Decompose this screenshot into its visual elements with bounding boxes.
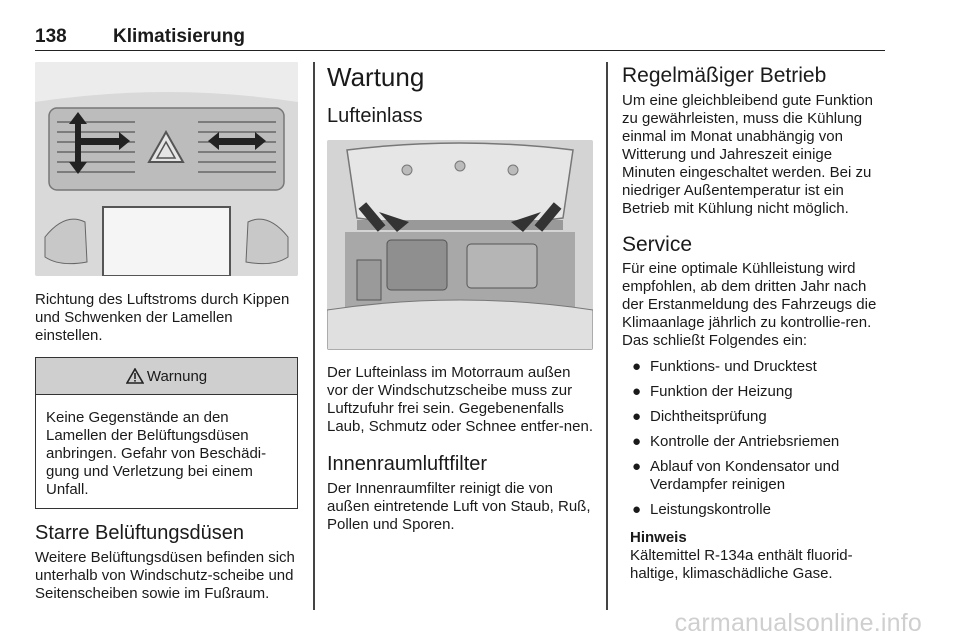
air-vents-illustration xyxy=(35,62,298,276)
list-item: ● Funktions- und Drucktest xyxy=(632,358,817,375)
column-2 xyxy=(327,62,593,534)
heading-service: Service xyxy=(622,233,693,256)
list-item: ● Dichtheitsprüfung xyxy=(632,408,767,425)
filter-text: Der Innenraumfilter reinigt die von außen eintretende Luft von Staub, Ruß, Pollen und Sporen. xyxy=(327,480,591,533)
chapter-title: Klimatisierung xyxy=(113,26,245,47)
watermark-text: carmanualsonline.info xyxy=(674,609,922,637)
betrieb-text: Um eine gleichbleibend gute Funktion zu gewährleisten, muss die Kühlung einmal im Monat unabhängig von Witterung und Jahreszeit einige Minuten eingeschaltet werden. Bei zu niedriger Außentemperatur ist ein Betrieb mit Kühlung nicht möglich. xyxy=(622,92,873,217)
heading-innenraumluftfilter: Innenraumluftfilter xyxy=(327,453,488,475)
warning-header xyxy=(36,358,297,395)
note-box xyxy=(622,529,887,583)
section-text-starre: Weitere Belüftungsdüsen befinden sich unterhalb von Windschutz-scheibe und Seitenscheiben sowie im Fußraum. xyxy=(35,549,295,602)
bullet-icon: ● xyxy=(632,501,642,518)
list-item: ● Funktion der Heizung xyxy=(632,383,793,400)
column-1 xyxy=(35,62,298,603)
note-text: Kältemittel R-134a enthält fluorid-haltige, klimaschädliche Gase. xyxy=(630,547,853,582)
page-header xyxy=(35,22,885,51)
bullet-icon: ● xyxy=(632,458,642,475)
list-item: ● Leistungskontrolle xyxy=(632,501,771,518)
heading-regelmaessiger-betrieb: Regelmäßiger Betrieb xyxy=(622,64,827,87)
list-item: ● Ablauf von Kondensator und Verdampfer reinigen xyxy=(632,458,840,493)
warning-icon xyxy=(126,368,144,384)
column-divider xyxy=(606,62,608,610)
bullet-icon: ● xyxy=(632,383,642,400)
column-3 xyxy=(622,62,887,583)
service-text: Für eine optimale Kühlleistung wird empfohlen, ab dem dritten Jahr nach der Erstanmeldung des Fahrzeugs die Klimaanlage jährlich zu kontrollie-ren. Das schließt Folgendes ein: xyxy=(622,260,877,349)
bullet-icon: ● xyxy=(632,408,642,425)
warning-title: Warnung xyxy=(146,367,208,385)
list-item: ● Kontrolle der Antriebsriemen xyxy=(632,433,840,450)
engine-bay-illustration xyxy=(327,140,593,350)
warning-text: Keine Gegenstände an den Lamellen der Belüftungsdüsen anbringen. Gefahr von Beschädi-gung und Verletzung bei einem Unfall. xyxy=(46,409,267,498)
bullet-icon: ● xyxy=(632,358,642,375)
page-number: 138 xyxy=(35,26,67,47)
bullet-icon: ● xyxy=(632,433,642,450)
section-title-starre: Starre Belüftungsdüsen xyxy=(35,522,245,544)
lufteinlass-text: Der Lufteinlass im Motorraum außen vor der Windschutzscheibe muss zur Luftzufuhr frei sein. Gegebenenfalls Laub, Schmutz oder Schnee entfer-nen. xyxy=(327,364,594,435)
engine-bay-drawing xyxy=(327,140,593,350)
service-checklist xyxy=(622,358,887,519)
column-divider xyxy=(313,62,315,610)
note-label: Hinweis xyxy=(630,529,687,546)
heading-wartung: Wartung xyxy=(327,62,425,92)
heading-lufteinlass: Lufteinlass xyxy=(327,105,423,127)
vent-caption: Richtung des Luftstroms durch Kippen und Schwenken der Lamellen einstellen. xyxy=(35,291,290,344)
dashboard-vents-drawing xyxy=(35,62,298,276)
warning-box xyxy=(35,357,298,509)
